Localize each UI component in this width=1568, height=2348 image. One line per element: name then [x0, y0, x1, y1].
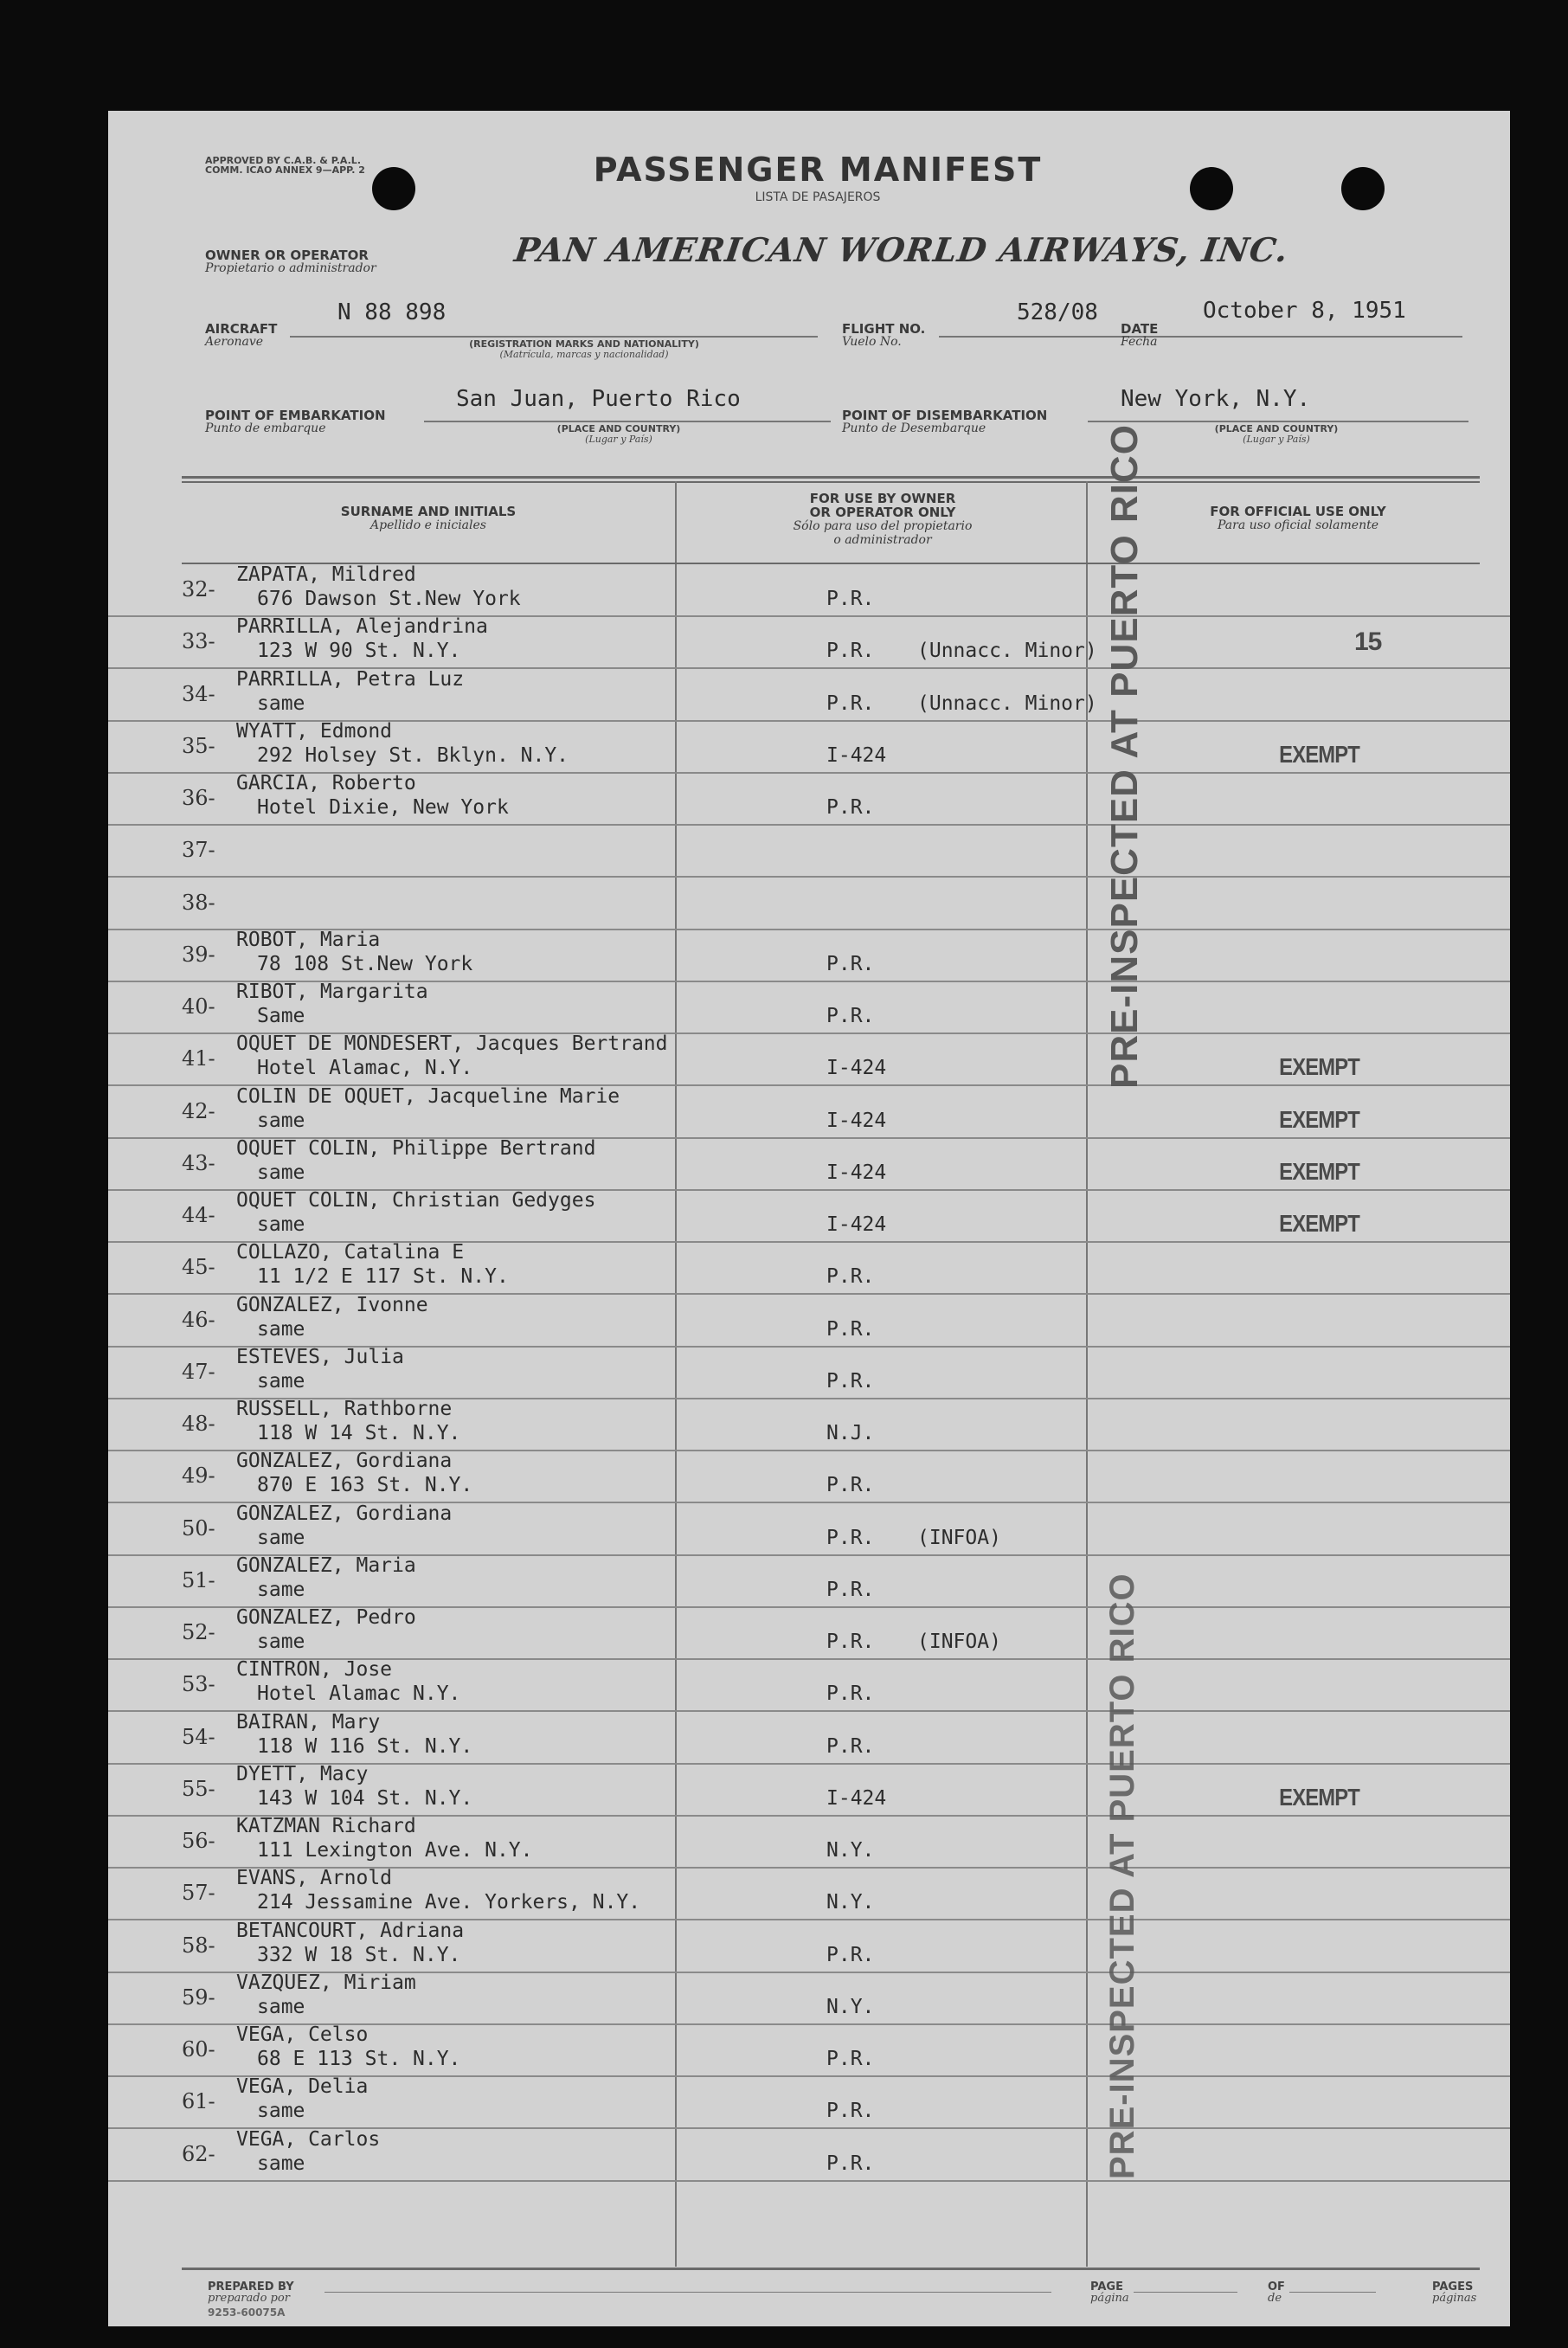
row-number: 38- [182, 890, 215, 915]
form-number: 9253-60075A [208, 2306, 286, 2319]
passenger-name: VEGA, Carlos [236, 2127, 381, 2151]
row-number: 49- [182, 1463, 215, 1489]
row-number: 48- [182, 1412, 215, 1436]
owner-label: OWNER OR OPERATOR Propietario o administrador [205, 248, 376, 275]
table-row [108, 1191, 1510, 1243]
row-number: 40- [182, 994, 215, 1019]
passenger-name: BETANCOURT, Adriana [236, 1919, 465, 1942]
exempt-stamp: EXEMPT [1279, 1105, 1359, 1133]
table-row [108, 565, 1510, 617]
owner-code: I-424 [826, 1786, 887, 1810]
table-row [108, 1710, 1510, 1765]
table-row [108, 2025, 1510, 2077]
passenger-address: 68 E 113 St. N.Y. [257, 2048, 461, 2070]
table-row [108, 1556, 1510, 1608]
table-row [108, 878, 1510, 930]
row-number: 33- [182, 629, 215, 654]
row-number: 51- [182, 1567, 215, 1592]
passenger-name: BAIRAN, Mary [236, 1710, 381, 1734]
column-header-surname: SURNAME AND INITIALS Apellido e iniciales [340, 504, 517, 532]
row-number: 37- [182, 838, 215, 863]
passenger-name: RUSSELL, Rathborne [236, 1398, 453, 1420]
passenger-name: GONZALEZ, Gordiana [236, 1502, 453, 1525]
embarkation-label: POINT OF EMBARKATION Punto de embarque [205, 408, 386, 435]
owner-code: P.R. [826, 2152, 875, 2175]
approval-note: APPROVED BY C.A.B. & P.A.L. COMM. ICAO ANNEX 9—APP. 2 [205, 155, 365, 176]
owner-code: P.R. [826, 1631, 875, 1653]
punch-hole [1190, 167, 1233, 210]
row-number: 47- [182, 1359, 215, 1384]
owner-code: P.R. [826, 1682, 875, 1706]
row-number: 32- [182, 577, 215, 601]
table-row [108, 930, 1510, 982]
row-number: 53- [182, 1672, 215, 1697]
passenger-address: same [257, 1631, 305, 1653]
aircraft-underline [290, 336, 818, 338]
passenger-name: COLIN DE OQUET, Jacqueline Marie [236, 1084, 620, 1108]
owner-code: I-424 [826, 743, 887, 767]
owner-code: N.J. [826, 1422, 875, 1444]
passenger-address: Hotel Alamac N.Y. [257, 1682, 461, 1706]
table-bottom-rule [182, 2268, 1480, 2270]
passenger-name: ROBOT, Maria [236, 928, 381, 951]
row-number: 62- [182, 2141, 215, 2166]
owner-code: N.Y. [826, 1891, 875, 1914]
manifest-sheet [108, 111, 1510, 2326]
row-number: 41- [182, 1046, 215, 1071]
page-subtitle: LISTA DE PASAJEROS [755, 190, 881, 204]
disembarkation-value: New York, N.Y. [1121, 386, 1311, 412]
passenger-address: 123 W 90 St. N.Y. [257, 640, 461, 663]
pre-inspected-stamp: PRE-INSPECTED AT PUERTO RICO [1103, 1573, 1141, 2179]
table-row [108, 982, 1510, 1034]
passenger-address: same [257, 1213, 305, 1236]
owner-code: P.R. [826, 2100, 875, 2123]
owner-code: P.R. [826, 796, 875, 819]
passenger-address: Hotel Dixie, New York [257, 796, 509, 819]
passenger-name: VAZQUEZ, Miriam [236, 1971, 416, 1994]
owner-code: P.R. [826, 1005, 875, 1027]
table-row [108, 774, 1510, 826]
passenger-address: same [257, 1526, 305, 1549]
owner-code: I-424 [826, 1057, 887, 1080]
table-row [108, 1921, 1510, 1973]
of-underline [1289, 2292, 1376, 2293]
row-number: 54- [182, 1724, 215, 1749]
passenger-address: 118 W 116 St. N.Y. [257, 1734, 473, 1758]
owner-code: P.R. [826, 1526, 875, 1549]
row-number: 61- [182, 2089, 215, 2114]
column-header-owner-use: FOR USE BY OWNER OR OPERATOR ONLY Sólo para uso del propietario o administrador [793, 491, 973, 547]
passenger-name: OQUET COLIN, Philippe Bertrand [236, 1136, 596, 1160]
owner-code: P.R. [826, 640, 875, 663]
prepared-by-underline [325, 2292, 1051, 2293]
owner-code: N.Y. [826, 1839, 875, 1862]
flight-label: FLIGHT NO. Vuelo No. [842, 321, 926, 349]
passenger-name: GONZALEZ, Ivonne [236, 1293, 428, 1316]
table-row [108, 719, 1510, 774]
passenger-address: 78 108 St.New York [257, 952, 473, 975]
passenger-address: 214 Jessamine Ave. Yorkers, N.Y. [257, 1891, 641, 1914]
owner-code: P.R. [826, 1943, 875, 1966]
row-number: 52- [182, 1620, 215, 1644]
disembarkation-note: (PLACE AND COUNTRY) (Lugar y País) [1214, 423, 1339, 445]
flight-value: 528/08 [1017, 299, 1098, 325]
table-row [108, 1243, 1510, 1295]
row-number: 57- [182, 1881, 215, 1906]
row-number: 36- [182, 786, 215, 810]
row-number: 35- [182, 733, 215, 758]
passenger-address: 11 1/2 E 117 St. N.Y. [257, 1265, 509, 1289]
passenger-name: EVANS, Arnold [236, 1867, 393, 1890]
page-title: PASSENGER MANIFEST [593, 151, 1043, 189]
exempt-stamp: EXEMPT [1279, 1783, 1359, 1811]
passenger-address: Hotel Alamac, N.Y. [257, 1057, 473, 1080]
owner-code: P.R. [826, 1474, 875, 1497]
exempt-stamp: EXEMPT [1279, 1157, 1359, 1185]
passenger-address: same [257, 1578, 305, 1601]
row-number: 39- [182, 942, 215, 967]
row-number: 56- [182, 1829, 215, 1853]
page-label: PAGE página [1090, 2280, 1129, 2305]
pages-label: PAGES páginas [1432, 2280, 1477, 2305]
row-number: 43- [182, 1150, 215, 1175]
passenger-address: same [257, 1109, 305, 1132]
table-row [108, 1293, 1510, 1348]
passenger-address: 111 Lexington Ave. N.Y. [257, 1839, 533, 1862]
passenger-name: WYATT, Edmond [236, 719, 393, 743]
table-row [108, 1608, 1510, 1660]
table-row [108, 1034, 1510, 1086]
passenger-name: GONZALEZ, Pedro [236, 1606, 416, 1629]
aircraft-note: (REGISTRATION MARKS AND NATIONALITY) (Matrícula, marcas y nacionalidad) [469, 338, 699, 360]
pre-inspected-stamp: PRE-INSPECTED AT PUERTO RICO [1103, 424, 1146, 1089]
passenger-address: 118 W 14 St. N.Y. [257, 1422, 461, 1444]
passenger-address: 143 W 104 St. N.Y. [257, 1786, 473, 1810]
passenger-name: ZAPATA, Mildred [236, 563, 416, 586]
embarkation-value: San Juan, Puerto Rico [456, 386, 741, 412]
owner-code: I-424 [826, 1213, 887, 1236]
row-number: 46- [182, 1307, 215, 1332]
passenger-name: RIBOT, Margarita [236, 981, 428, 1003]
passenger-name: COLLAZO, Catalina E [236, 1241, 465, 1264]
table-row [108, 1399, 1510, 1451]
passenger-address: same [257, 1369, 305, 1393]
owner-code: P.R. [826, 1578, 875, 1601]
table-row [108, 1869, 1510, 1920]
passenger-name: DYETT, Macy [236, 1762, 369, 1785]
column-header-official-use: FOR OFFICIAL USE ONLY Para uso oficial solamente [1210, 504, 1386, 532]
passenger-name: OQUET COLIN, Christian Gedyges [236, 1189, 596, 1212]
row-number: 34- [182, 681, 215, 706]
passenger-address: 870 E 163 St. N.Y. [257, 1474, 473, 1497]
table-row [108, 1973, 1510, 2025]
row-number: 55- [182, 1776, 215, 1801]
of-label: OF de [1268, 2280, 1285, 2305]
aircraft-label: AIRCRAFT Aeronave [205, 321, 278, 349]
owner-note: (INFOA) [917, 1631, 1001, 1653]
owner-note: (INFOA) [917, 1526, 1001, 1549]
passenger-name: PARRILLA, Petra Luz [236, 667, 465, 691]
airline-name: PAN AMERICAN WORLD AIRWAYS, INC. [511, 230, 1292, 269]
row-number: 42- [182, 1098, 215, 1123]
owner-code: P.R. [826, 588, 875, 610]
table-top-rule [182, 476, 1480, 479]
date-label: DATE Fecha [1121, 321, 1159, 349]
passenger-name: GONZALEZ, Maria [236, 1554, 416, 1577]
owner-code: I-424 [826, 1109, 887, 1132]
owner-code: P.R. [826, 1734, 875, 1758]
owner-code: P.R. [826, 1317, 875, 1341]
row-number: 59- [182, 1985, 215, 2010]
owner-note: (Unnacc. Minor) [917, 640, 1097, 663]
passenger-address: same [257, 1995, 305, 2018]
owner-code: P.R. [826, 2048, 875, 2070]
passenger-name: KATZMAN Richard [236, 1815, 416, 1837]
exempt-stamp: EXEMPT [1279, 1053, 1359, 1081]
date-value: October 8, 1951 [1203, 298, 1406, 324]
owner-note: (Unnacc. Minor) [917, 692, 1097, 715]
owner-code: P.R. [826, 952, 875, 975]
owner-code: P.R. [826, 1265, 875, 1289]
passenger-name: VEGA, Celso [236, 2023, 369, 2046]
passenger-address: same [257, 1161, 305, 1184]
page-underline [1134, 2292, 1237, 2293]
table-row [108, 1136, 1510, 1191]
exempt-stamp: EXEMPT [1279, 1210, 1359, 1237]
official-count: 15 [1354, 627, 1382, 657]
table-row [108, 2127, 1510, 2182]
exempt-stamp: EXEMPT [1279, 740, 1359, 768]
passenger-address: 676 Dawson St.New York [257, 588, 521, 610]
table-row [108, 1660, 1510, 1712]
punch-hole [372, 167, 415, 210]
passenger-name: GONZALEZ, Gordiana [236, 1450, 453, 1473]
owner-code: I-424 [826, 1161, 887, 1184]
passenger-address: same [257, 2152, 305, 2175]
table-row [108, 1504, 1510, 1556]
row-divider [108, 2180, 1510, 2182]
passenger-address: same [257, 692, 305, 715]
embarkation-underline [424, 421, 831, 422]
passenger-name: GARCIA, Roberto [236, 772, 416, 794]
aircraft-value: N 88 898 [337, 299, 447, 325]
row-number: 44- [182, 1203, 215, 1227]
passenger-address: same [257, 2100, 305, 2123]
owner-code: N.Y. [826, 1995, 875, 2018]
passenger-address: Same [257, 1005, 305, 1027]
table-row [108, 617, 1510, 669]
table-row [108, 1451, 1510, 1503]
passenger-address: 292 Holsey St. Bklyn. N.Y. [257, 743, 569, 767]
table-row [108, 1084, 1510, 1139]
passenger-name: VEGA, Delia [236, 2075, 369, 2099]
table-row [108, 2077, 1510, 2129]
table-row [108, 1817, 1510, 1869]
date-underline [1168, 336, 1462, 338]
passenger-name: ESTEVES, Julia [236, 1345, 404, 1368]
row-number: 60- [182, 2037, 215, 2062]
passenger-address: 332 W 18 St. N.Y. [257, 1943, 461, 1966]
passenger-name: OQUET DE MONDESERT, Jacques Bertrand [236, 1032, 668, 1056]
disembarkation-underline [1088, 421, 1468, 422]
table-row [108, 826, 1510, 878]
owner-code: P.R. [826, 1369, 875, 1393]
row-number: 58- [182, 1933, 215, 1958]
table-row [108, 1762, 1510, 1817]
passenger-address: same [257, 1317, 305, 1341]
prepared-by-label: PREPARED BY preparado por [208, 2280, 294, 2305]
embarkation-note: (PLACE AND COUNTRY) (Lugar y País) [556, 423, 681, 445]
passenger-name: PARRILLA, Alejandrina [236, 615, 488, 639]
table-top-rule-inner [182, 481, 1480, 483]
row-number: 45- [182, 1255, 215, 1280]
disembarkation-label: POINT OF DISEMBARKATION Punto de Desembarque [842, 408, 1048, 435]
passenger-name: CINTRON, Jose [236, 1658, 393, 1682]
table-row [108, 667, 1510, 722]
row-number: 50- [182, 1515, 215, 1541]
owner-code: P.R. [826, 692, 875, 715]
punch-hole [1341, 167, 1385, 210]
table-row [108, 1345, 1510, 1399]
